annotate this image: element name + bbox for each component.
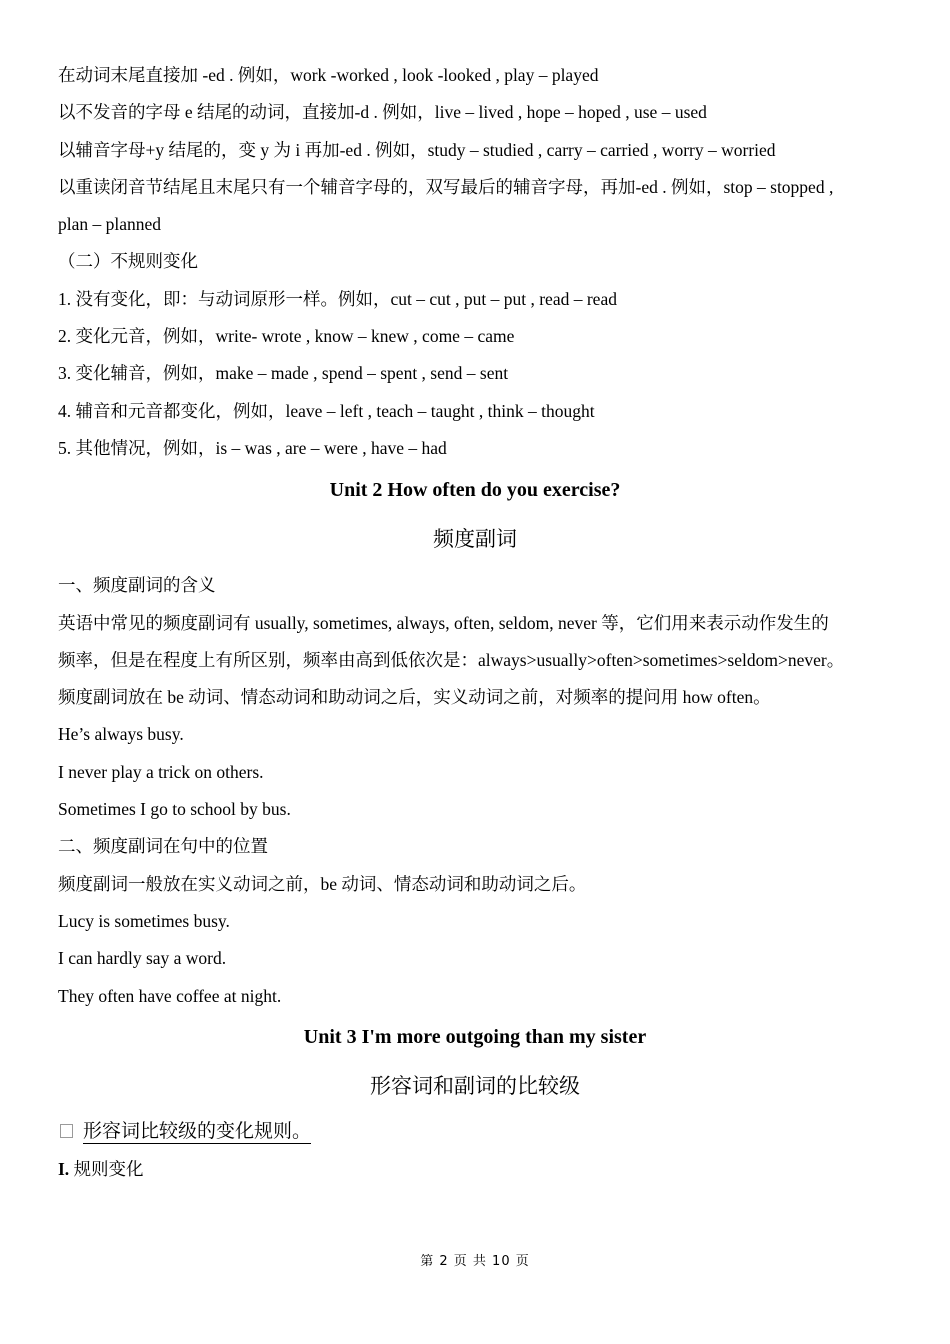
text-line: 以辅音字母+y 结尾的，变 y 为 i 再加-ed . 例如，study – studied , carry – carried , worry – worried [58, 140, 776, 160]
text-line: plan – planned [58, 214, 162, 234]
unit2-title: Unit 2 How often do you exercise? [329, 479, 621, 501]
section-heading: 一、频度副词的含义 [58, 575, 216, 595]
text-line: 英语中常见的频度副词有 usually, sometimes, always, often, seldom, never 等，它们用来表示动作发生的 [58, 613, 829, 633]
text-line: 频率，但是在程度上有所区别，频率由高到低依次是：always>usually>often>sometimes>seldom>never。 [58, 650, 845, 670]
section-heading: 二、频度副词在句中的位置 [58, 836, 268, 856]
list-item: 5. 其他情况，例如，is – was , are – were , have – had [58, 438, 447, 458]
text-line: 以不发音的字母 e 结尾的动词，直接加-d . 例如，live – lived , hope – hoped , use – used [58, 102, 707, 122]
page-footer: 第 2 页 共 10 页 [420, 1254, 530, 1269]
example-sentence: I never play a trick on others. [58, 762, 264, 782]
list-item: 1. 没有变化，即：与动词原形一样。例如，cut – cut , put – put , read – read [58, 289, 617, 309]
section-row [58, 1157, 910, 1181]
list-item: 3. 变化辅音，例如，make – made , spend – spent , send – sent [58, 363, 509, 383]
rule-heading-row [58, 1119, 910, 1144]
example-sentence: He’s always busy. [58, 724, 184, 744]
section-heading: （二）不规则变化 [58, 251, 198, 271]
rule-heading: 形容词比较级的变化规则。 [83, 1121, 312, 1142]
section-label: 规则变化 [73, 1159, 144, 1179]
example-sentence: Sometimes I go to school by bus. [58, 799, 291, 819]
checkbox-icon [60, 1124, 73, 1138]
text-line: 频度副词一般放在实义动词之前，be 动词、情态动词和助动词之后。 [58, 874, 587, 894]
example-sentence: I can hardly say a word. [58, 948, 227, 968]
text-line: 频度副词放在 be 动词、情态动词和助动词之后，实义动词之前，对频率的提问用 how often。 [58, 687, 771, 707]
unit3-title: Unit 3 I'm more outgoing than my sister [303, 1026, 647, 1048]
example-sentence: Lucy is sometimes busy. [58, 911, 230, 931]
text-line: 以重读闭音节结尾且末尾只有一个辅音字母的，双写最后的辅音字母，再加-ed . 例如，stop – stopped , [58, 177, 834, 197]
list-item: 2. 变化元音，例如，write- wrote , know – knew , come – came [58, 326, 515, 346]
unit2-subtitle: 频度副词 [433, 527, 517, 551]
section-number: I. [58, 1159, 70, 1179]
text-line: 在动词末尾直接加 -ed . 例如，work -worked , look -looked , play – played [58, 65, 599, 85]
example-sentence: They often have coffee at night. [58, 986, 282, 1006]
list-item: 4. 辅音和元音都变化，例如，leave – left , teach – taught , think – thought [58, 401, 595, 421]
unit3-subtitle: 形容词和副词的比较级 [370, 1074, 580, 1098]
